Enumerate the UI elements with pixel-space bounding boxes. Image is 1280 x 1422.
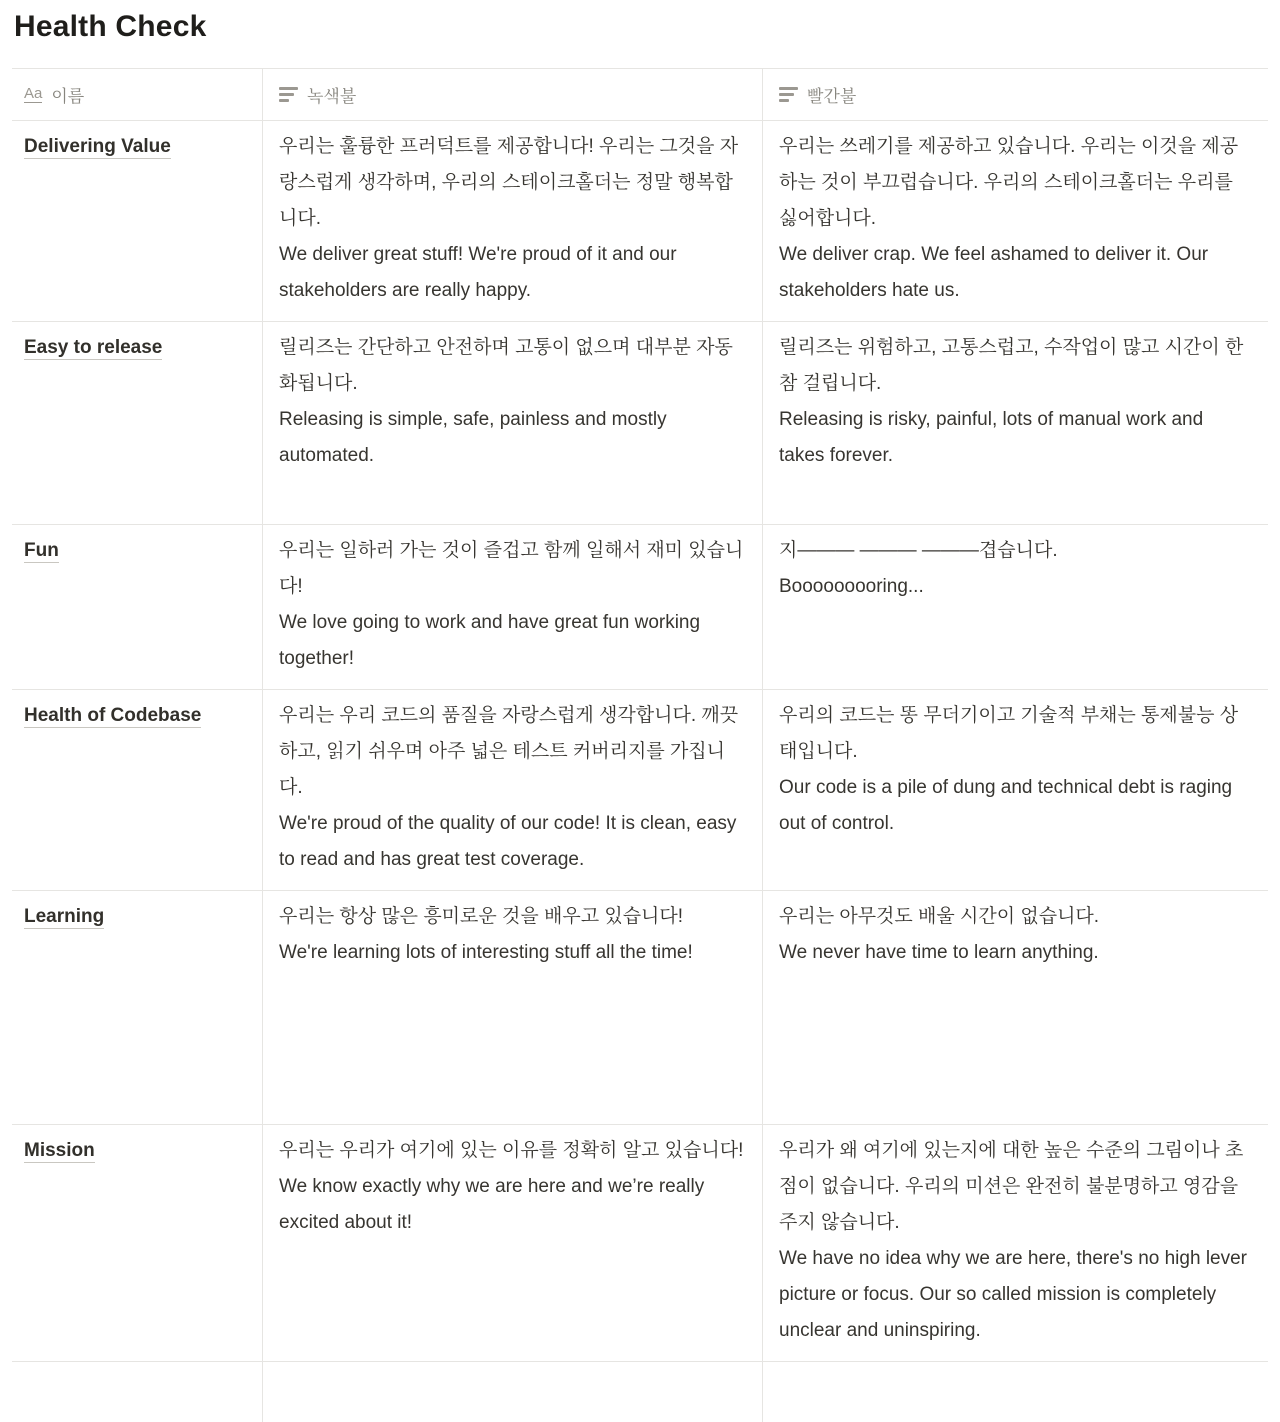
green-light-cell[interactable] — [262, 690, 762, 890]
red-light-cell[interactable] — [762, 1125, 1268, 1361]
table-row-partial — [12, 1362, 1268, 1422]
green-light-cell[interactable] — [262, 891, 762, 1124]
name-cell[interactable] — [12, 690, 262, 890]
green-light-cell[interactable] — [262, 1125, 762, 1361]
row-name-link[interactable]: Mission — [24, 1140, 95, 1161]
red-text-english: Booooooooring... — [779, 576, 924, 597]
green-text-korean: 우리는 우리가 여기에 있는 이유를 정확히 알고 있습니다! — [279, 1140, 744, 1161]
red-text-english: Releasing is risky, painful, lots of manual work and takes forever. — [779, 409, 1204, 466]
table-row — [12, 525, 1268, 690]
page-title[interactable]: Health Check — [14, 10, 207, 43]
name-cell[interactable] — [12, 322, 262, 524]
green-light-cell[interactable] — [262, 525, 762, 689]
row-name-link[interactable]: Delivering Value — [24, 136, 171, 157]
column-header-red-light[interactable] — [762, 69, 1268, 120]
table-row — [12, 690, 1268, 891]
red-light-cell[interactable] — [762, 121, 1268, 321]
red-text-korean: 지——— ——— ———겹습니다. — [779, 540, 1058, 561]
green-light-cell[interactable] — [262, 121, 762, 321]
row-name-link[interactable]: Fun — [24, 540, 59, 561]
green-text-korean: 우리는 훌륭한 프러덕트를 제공합니다! 우리는 그것을 자랑스럽게 생각하며, 우리의 스테이크홀더는 정말 행복합니다. — [279, 136, 739, 229]
red-light-cell[interactable] — [762, 891, 1268, 1124]
green-text-korean: 우리는 일하러 가는 것이 즐겁고 함께 일해서 재미 있습니다! — [279, 540, 744, 597]
green-text-english: We're proud of the quality of our code! It is clean, easy to read and has great test coverage. — [279, 813, 737, 870]
table-body — [12, 121, 1268, 1362]
table-row — [12, 121, 1268, 322]
name-cell[interactable] — [12, 121, 262, 321]
red-light-cell[interactable] — [762, 525, 1268, 689]
green-text-english: We deliver great stuff! We're proud of it and our stakeholders are really happy. — [279, 244, 677, 301]
red-light-cell[interactable] — [762, 1362, 1268, 1422]
column-header-label: 이름 — [51, 87, 85, 106]
health-check-table — [12, 68, 1268, 1422]
name-cell[interactable] — [12, 1362, 262, 1422]
table-row — [12, 322, 1268, 525]
red-text-korean: 우리가 왜 여기에 있는지에 대한 높은 수준의 그림이나 초점이 없습니다. 우리의 미션은 완전히 불분명하고 영감을 주지 않습니다. — [779, 1140, 1244, 1233]
row-name-link[interactable]: Health of Codebase — [24, 705, 202, 726]
red-text-korean: 우리는 쓰레기를 제공하고 있습니다. 우리는 이것을 제공하는 것이 부끄럽습니다. 우리의 스테이크홀더는 우리를 싫어합니다. — [779, 136, 1239, 229]
column-header-name[interactable] — [12, 69, 262, 120]
red-text-english: We have no idea why we are here, there's no high lever picture or focus. Our so called mission is completely unclear and uninspiring. — [779, 1248, 1247, 1341]
text-property-icon — [279, 87, 298, 102]
red-text-english: We deliver crap. We feel ashamed to deliver it. Our stakeholders hate us. — [779, 244, 1209, 301]
column-header-label: 빨간불 — [807, 87, 857, 106]
name-cell[interactable] — [12, 525, 262, 689]
green-text-korean: 우리는 항상 많은 흥미로운 것을 배우고 있습니다! — [279, 906, 684, 927]
table-row — [12, 1125, 1268, 1362]
red-text-korean: 우리는 아무것도 배울 시간이 없습니다. — [779, 906, 1100, 927]
name-cell[interactable] — [12, 891, 262, 1124]
column-header-green-light[interactable] — [262, 69, 762, 120]
row-name-link[interactable]: Learning — [24, 906, 105, 927]
red-text-korean: 우리의 코드는 똥 무더기이고 기술적 부채는 통제불능 상태입니다. — [779, 705, 1239, 762]
green-text-english: We love going to work and have great fun working together! — [279, 612, 701, 669]
table-row — [12, 891, 1268, 1125]
red-text-english: We never have time to learn anything. — [779, 942, 1099, 963]
green-light-cell[interactable] — [262, 1362, 762, 1422]
title-property-icon: Aa — [24, 85, 43, 102]
green-text-korean: 우리는 우리 코드의 품질을 자랑스럽게 생각합니다. 깨끗하고, 읽기 쉬우며 아주 넓은 테스트 커버리지를 가집니다. — [279, 705, 739, 798]
column-header-label: 녹색불 — [307, 87, 357, 106]
red-text-english: Our code is a pile of dung and technical debt is raging out of control. — [779, 777, 1233, 834]
green-text-english: We're learning lots of interesting stuff all the time! — [279, 942, 693, 963]
green-text-english: We know exactly why we are here and we’re really excited about it! — [279, 1176, 705, 1233]
red-text-korean: 릴리즈는 위험하고, 고통스럽고, 수작업이 많고 시간이 한참 걸립니다. — [779, 337, 1244, 394]
red-light-cell[interactable] — [762, 322, 1268, 524]
text-property-icon — [779, 87, 798, 102]
table-header-row — [12, 68, 1268, 121]
row-name-link[interactable]: Easy to release — [24, 337, 163, 358]
red-light-cell[interactable] — [762, 690, 1268, 890]
name-cell[interactable] — [12, 1125, 262, 1361]
green-text-korean: 릴리즈는 간단하고 안전하며 고통이 없으며 대부분 자동화됩니다. — [279, 337, 733, 394]
green-light-cell[interactable] — [262, 322, 762, 524]
green-text-english: Releasing is simple, safe, painless and mostly automated. — [279, 409, 667, 466]
